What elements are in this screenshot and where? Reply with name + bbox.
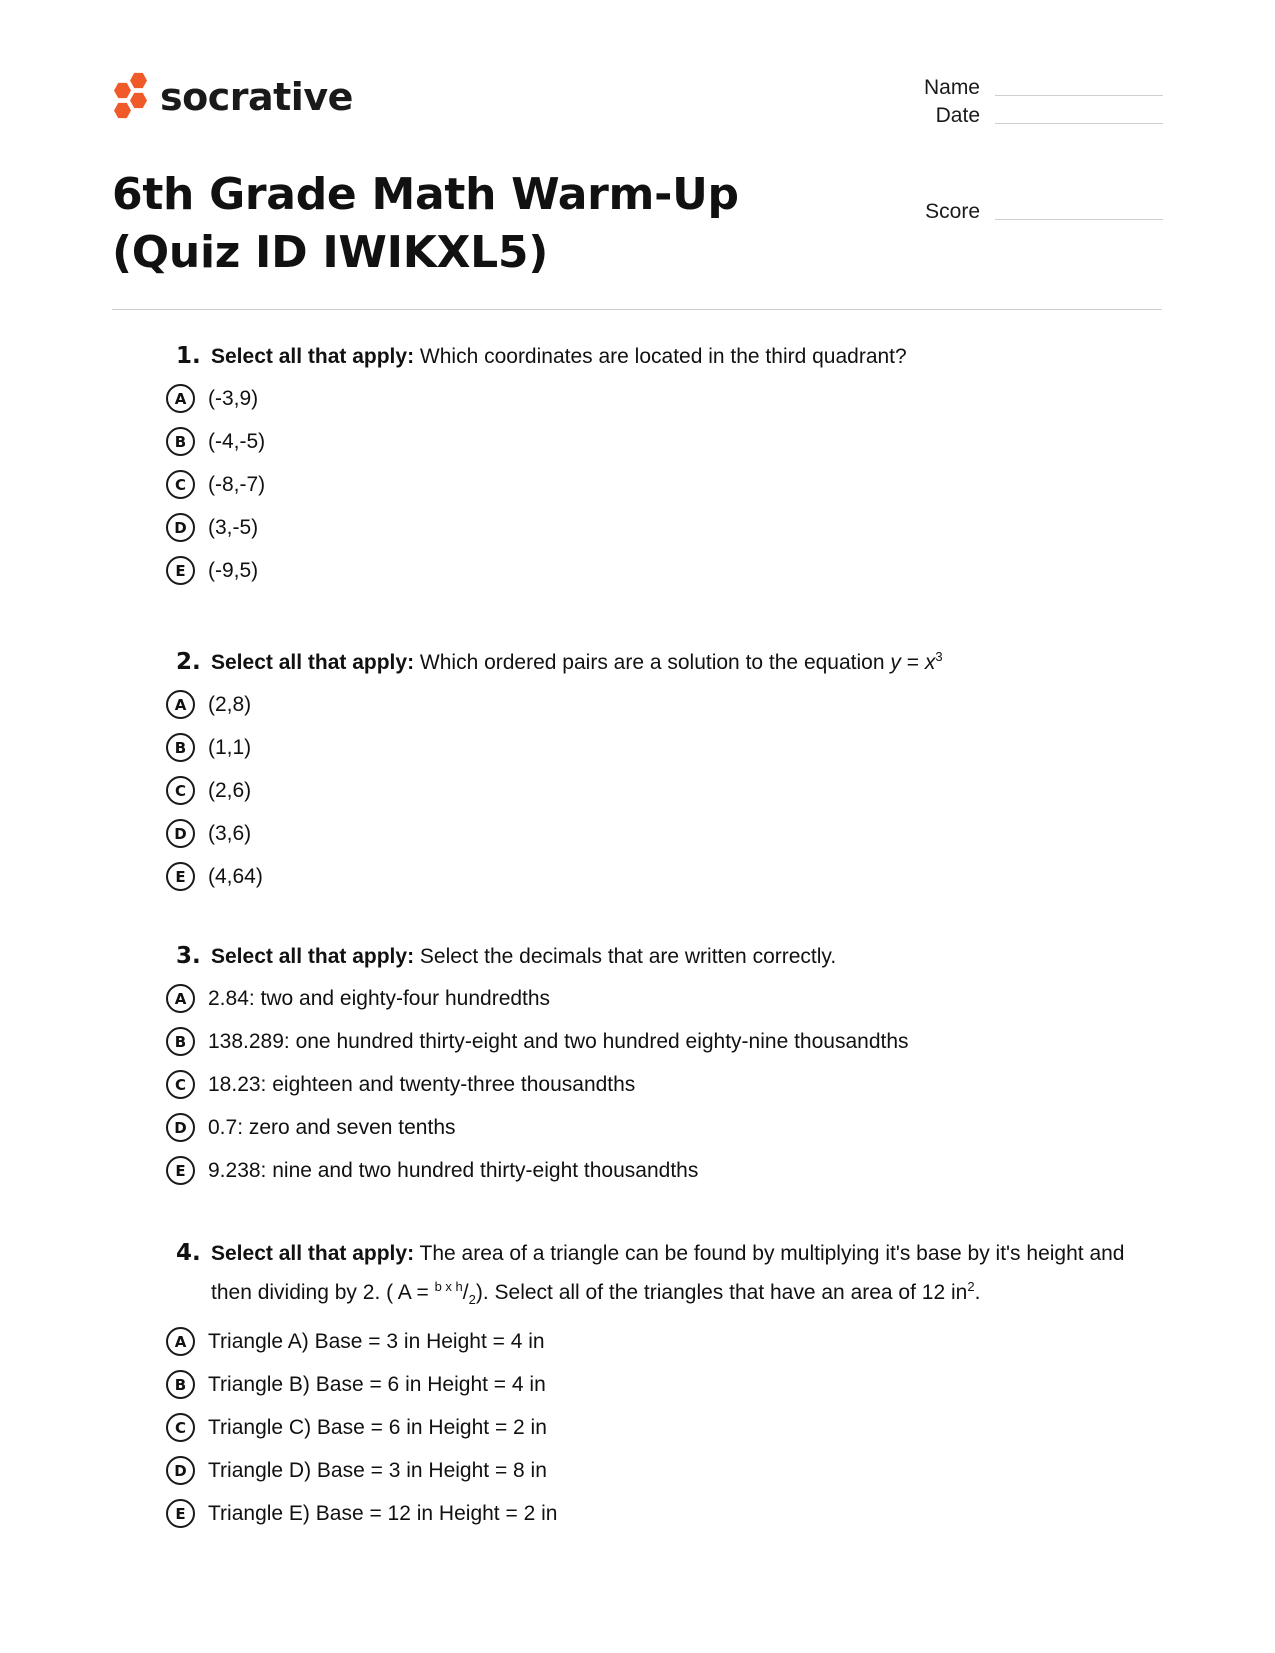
option-letter-circle[interactable]: E bbox=[166, 556, 195, 585]
option-d[interactable] bbox=[166, 1449, 1146, 1492]
option-text: (-9,5) bbox=[208, 558, 259, 582]
option-text: Triangle D) Base = 3 in Height = 8 in bbox=[208, 1458, 547, 1482]
option-letter-circle[interactable]: E bbox=[166, 862, 195, 891]
option-b[interactable] bbox=[166, 1020, 1146, 1063]
option-letter-circle[interactable]: B bbox=[166, 427, 195, 456]
question-1 bbox=[166, 340, 1146, 592]
option-letter-circle[interactable]: C bbox=[166, 1070, 195, 1099]
date-field[interactable] bbox=[880, 104, 1163, 128]
date-line[interactable] bbox=[995, 122, 1163, 124]
option-a[interactable] bbox=[166, 683, 1146, 726]
option-text: (1,1) bbox=[208, 735, 252, 759]
option-c[interactable] bbox=[166, 1406, 1146, 1449]
question-number: 3. bbox=[176, 943, 201, 969]
question-text: Select the decimals that are written correctly. bbox=[419, 945, 837, 968]
option-c[interactable] bbox=[166, 1063, 1146, 1106]
option-e[interactable] bbox=[166, 855, 1146, 898]
option-text: 18.23: eighteen and twenty-three thousandths bbox=[208, 1072, 636, 1096]
option-text: Triangle B) Base = 6 in Height = 4 in bbox=[208, 1372, 546, 1396]
option-text: 9.238: nine and two hundred thirty-eight thousandths bbox=[208, 1158, 699, 1182]
option-text: (-8,-7) bbox=[208, 472, 266, 496]
option-e[interactable] bbox=[166, 549, 1146, 592]
question-number: 1. bbox=[176, 343, 201, 369]
option-letter-circle[interactable]: D bbox=[166, 513, 195, 542]
option-e[interactable] bbox=[166, 1149, 1146, 1192]
option-a[interactable] bbox=[166, 1320, 1146, 1363]
option-d[interactable] bbox=[166, 812, 1146, 855]
option-text: Triangle C) Base = 6 in Height = 2 in bbox=[208, 1415, 547, 1439]
option-d[interactable] bbox=[166, 1106, 1146, 1149]
option-letter-circle[interactable]: C bbox=[166, 1413, 195, 1442]
option-b[interactable] bbox=[166, 726, 1146, 769]
option-letter-circle[interactable]: D bbox=[166, 1456, 195, 1485]
page-title: 6th Grade Math Warm-Up (Quiz ID IWIKXL5) bbox=[112, 169, 739, 278]
option-text: Triangle A) Base = 3 in Height = 4 in bbox=[208, 1329, 545, 1353]
question-3 bbox=[166, 940, 1146, 1192]
option-text: (3,-5) bbox=[208, 515, 259, 539]
name-field[interactable] bbox=[880, 76, 1163, 100]
formula-numerator: b x h bbox=[434, 1279, 463, 1294]
option-letter-circle[interactable]: E bbox=[166, 1156, 195, 1185]
score-field[interactable] bbox=[880, 200, 1163, 224]
option-a[interactable] bbox=[166, 377, 1146, 420]
question-lead: Select all that apply: bbox=[211, 345, 415, 368]
option-d[interactable] bbox=[166, 506, 1146, 549]
score-label: Score bbox=[925, 200, 980, 223]
question-lead: Select all that apply: bbox=[211, 651, 415, 674]
question-number: 4. bbox=[176, 1240, 201, 1266]
brand-name: socrative bbox=[160, 75, 353, 119]
option-b[interactable] bbox=[166, 1363, 1146, 1406]
option-text: (2,8) bbox=[208, 692, 252, 716]
option-letter-circle[interactable]: E bbox=[166, 1499, 195, 1528]
equation-lhs: y bbox=[890, 651, 901, 674]
option-letter-circle[interactable]: A bbox=[166, 1327, 195, 1356]
question-2 bbox=[166, 640, 1146, 898]
option-letter-circle[interactable]: B bbox=[166, 733, 195, 762]
option-letter-circle[interactable]: A bbox=[166, 984, 195, 1013]
option-letter-circle[interactable]: B bbox=[166, 1370, 195, 1399]
question-number: 2. bbox=[176, 649, 201, 675]
equation-exponent: 3 bbox=[935, 649, 943, 664]
option-letter-circle[interactable]: C bbox=[166, 776, 195, 805]
option-text: Triangle E) Base = 12 in Height = 2 in bbox=[208, 1501, 558, 1525]
option-text: (-3,9) bbox=[208, 386, 259, 410]
formula-denominator: 2 bbox=[468, 1292, 476, 1308]
option-text: (3,6) bbox=[208, 821, 252, 845]
socrative-logo bbox=[112, 72, 353, 122]
question-lead: Select all that apply: bbox=[211, 945, 415, 968]
score-line[interactable] bbox=[995, 218, 1163, 220]
question-lead: Select all that apply: bbox=[211, 1242, 415, 1265]
question-text: Which ordered pairs are a solution to the equation bbox=[419, 651, 885, 674]
option-text: (4,64) bbox=[208, 864, 263, 888]
option-c[interactable] bbox=[166, 769, 1146, 812]
option-letter-circle[interactable]: C bbox=[166, 470, 195, 499]
question-text: The area of a triangle can be found by multiplying it's base by it's height and then dividing by 2. ( A = bbox=[211, 1242, 1125, 1304]
hexagon-logo-icon bbox=[112, 72, 150, 122]
unit-exponent: 2 bbox=[967, 1279, 975, 1294]
option-text: 138.289: one hundred thirty-eight and two hundred eighty-nine thousandths bbox=[208, 1029, 909, 1053]
option-a[interactable] bbox=[166, 977, 1146, 1020]
option-text: (2,6) bbox=[208, 778, 252, 802]
formula-slash: / bbox=[462, 1281, 469, 1304]
name-label: Name bbox=[923, 76, 980, 99]
option-text: 0.7: zero and seven tenths bbox=[208, 1115, 456, 1139]
option-c[interactable] bbox=[166, 463, 1146, 506]
header-divider bbox=[112, 309, 1162, 310]
equation-base: x bbox=[924, 651, 936, 674]
option-letter-circle[interactable]: A bbox=[166, 690, 195, 719]
question-4 bbox=[166, 1237, 1146, 1535]
date-label: Date bbox=[935, 104, 980, 127]
option-b[interactable] bbox=[166, 420, 1146, 463]
option-e[interactable] bbox=[166, 1492, 1146, 1535]
question-text: Which coordinates are located in the third quadrant? bbox=[419, 345, 907, 368]
equation-equals: = bbox=[906, 651, 919, 674]
name-line[interactable] bbox=[995, 94, 1163, 96]
option-letter-circle[interactable]: D bbox=[166, 819, 195, 848]
option-text: (-4,-5) bbox=[208, 429, 266, 453]
question-text-cont: ). Select all of the triangles that have an area of 12 in bbox=[475, 1281, 968, 1304]
option-text: 2.84: two and eighty-four hundredths bbox=[208, 986, 551, 1010]
option-letter-circle[interactable]: D bbox=[166, 1113, 195, 1142]
option-letter-circle[interactable]: A bbox=[166, 384, 195, 413]
question-text-end: . bbox=[974, 1281, 981, 1304]
option-letter-circle[interactable]: B bbox=[166, 1027, 195, 1056]
